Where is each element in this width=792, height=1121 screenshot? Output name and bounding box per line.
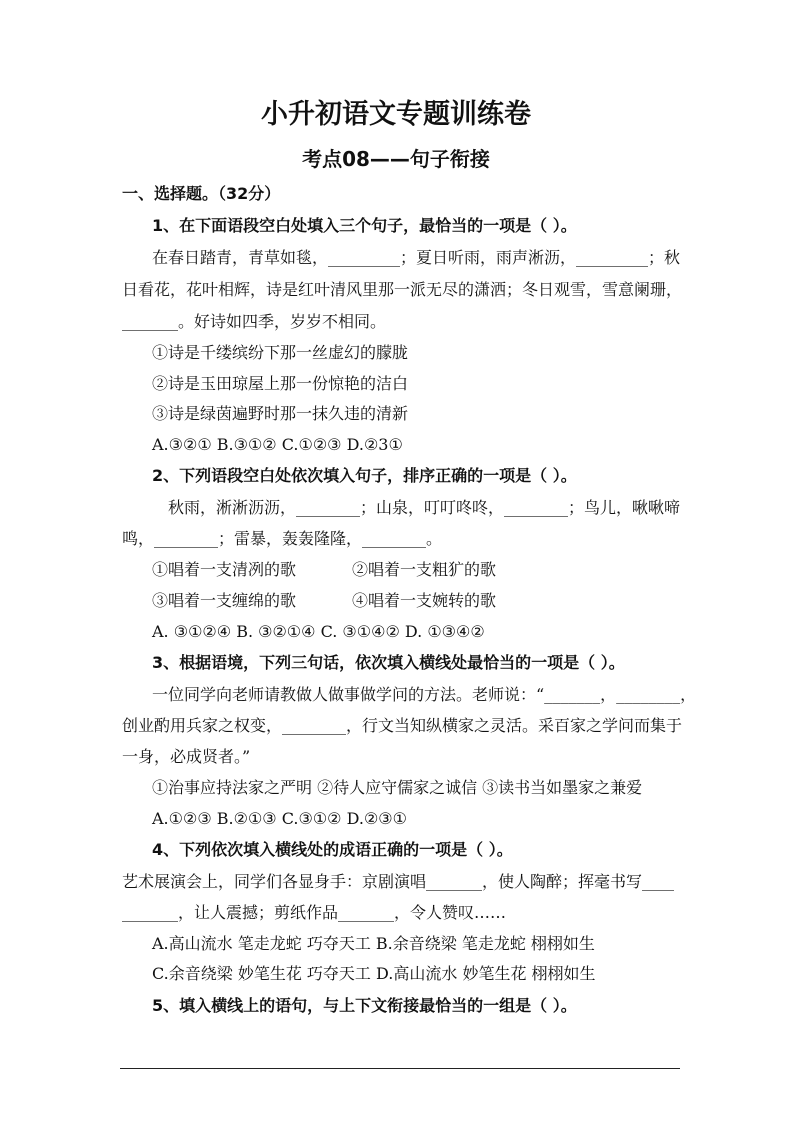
q2-item: ①唱着一支清冽的歌	[152, 560, 297, 579]
q5-question: 5、填入横线上的语句，与上下文衔接最恰当的一组是（ ）。	[152, 996, 577, 1015]
q4-passage-line: _______，让人震撼；剪纸作品_______，令人赞叹……	[122, 903, 507, 922]
q3-question: 3、根据语境，下列三句话，依次填入横线处最恰当的一项是（ ）。	[152, 653, 625, 672]
q4-passage-line: 艺术展演会上，同学们各显身手：京剧演唱_______，使人陶醉；挥毫书写____	[122, 872, 675, 891]
q3-passage-line: 一位同学向老师请教做人做事做学问的方法。老师说：“_______，________，	[152, 685, 697, 704]
q1-options: A.③②① B.③①② C.①②③ D.②3①	[152, 435, 403, 454]
q3-items: ①治事应持法家之严明 ②待人应守儒家之诚信 ③读书当如墨家之兼爱	[152, 778, 643, 797]
q2-passage-line: 鸣，________；雷暴，轰轰隆隆，________。	[122, 529, 443, 548]
q2-question: 2、下列语段空白处依次填入句子，排序正确的一项是（ ）。	[152, 466, 577, 485]
q1-passage-line: 日看花，花叶相辉，诗是红叶清风里那一派无尽的潇洒；冬日观雪，雪意阑珊，	[122, 280, 683, 299]
q1-passage-line: _______。好诗如四季，岁岁不相同。	[122, 312, 387, 331]
q3-passage-line: 一身，必成贤者。”	[122, 747, 251, 766]
page-subtitle: 考点08——句子衔接	[302, 147, 490, 171]
q1-item: ②诗是玉田琼屋上那一份惊艳的洁白	[152, 374, 409, 393]
q2-item: ②唱着一支粗犷的歌	[352, 560, 497, 579]
q1-passage-line: 在春日踏青，青草如毯，_________；夏日听雨，雨声淅沥，_________；秋	[152, 248, 681, 267]
footer-divider	[120, 1068, 680, 1069]
q4-options: A.高山流水 笔走龙蛇 巧夺天工 B.余音绕梁 笔走龙蛇 栩栩如生	[152, 934, 595, 953]
q3-passage-line: 创业酌用兵家之权变，________，行文当知纵横家之灵活。采百家之学问而集于	[122, 716, 683, 735]
q4-options: C.余音绕梁 妙笔生花 巧夺天工 D.高山流水 妙笔生花 栩栩如生	[152, 964, 596, 983]
q1-item: ①诗是千缕缤纷下那一丝虚幻的朦胧	[152, 343, 409, 362]
page-title: 小升初语文专题训练卷	[261, 99, 531, 130]
q2-passage-line: 秋雨，淅淅沥沥，________；山泉，叮叮咚咚，________；鸟儿，啾啾啼	[168, 498, 681, 517]
q2-item: ③唱着一支缠绵的歌	[152, 591, 297, 610]
q4-question: 4、下列依次填入横线处的成语正确的一项是（ ）。	[152, 840, 513, 859]
q2-options: A. ③①②④ B. ③②①④ C. ③①④② D. ①③④②	[152, 622, 485, 641]
section-heading: 一、选择题。（32分）	[122, 184, 281, 203]
q1-question: 1、在下面语段空白处填入三个句子，最恰当的一项是（ ）。	[152, 216, 577, 235]
q3-options: A.①②③ B.②①③ C.③①② D.②③①	[152, 809, 407, 828]
q1-item: ③诗是绿茵遍野时那一抹久违的清新	[152, 404, 409, 423]
q2-item: ④唱着一支婉转的歌	[352, 591, 497, 610]
